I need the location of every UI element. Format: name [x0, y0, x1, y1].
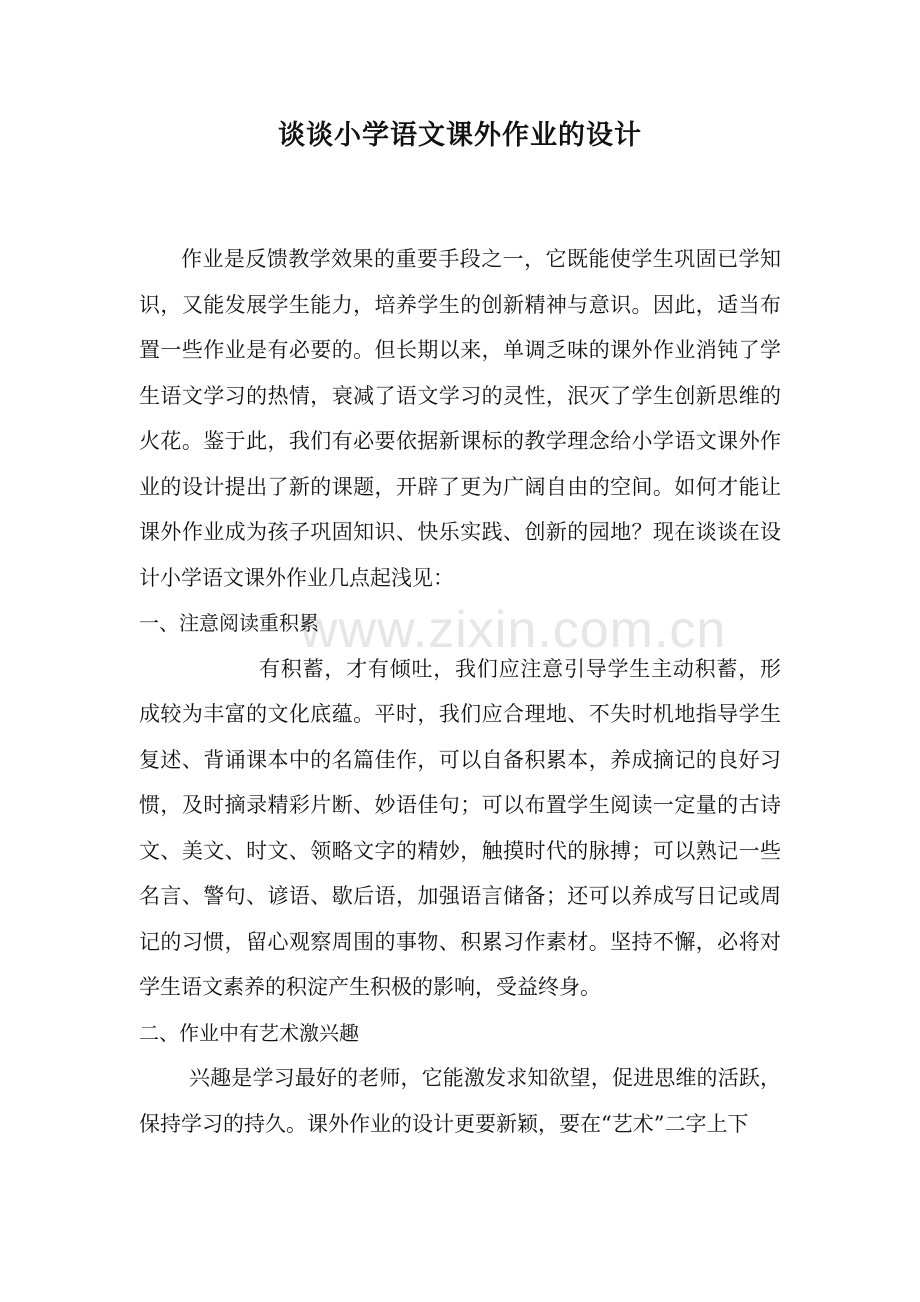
section-1-paragraph: 有积蓄，才有倾吐，我们应注意引导学生主动积蓄，形成较为丰富的文化底蕴。平时，我们应合理地、不失时机地指导学生复述、背诵课本中的名篇佳作，可以自备积累本，养成摘记的良好习惯，及时摘录精彩片断、妙语佳句；可以布置学生阅读一定量的古诗文、美文、时文、领略文字的精妙，触摸时代的脉搏；可以熟记一些名言、警句、谚语、歇后语，加强语言储备；还可以养成写日记或周记的习惯，留心观察周围的事物、积累习作素材。坚持不懈，必将对学生语文素养的积淀产生积极的影响，受益终身。 [139, 656, 781, 999]
section-heading-1: 一、注意阅读重积累 [139, 611, 319, 635]
section-heading-2: 二、作业中有艺术激兴趣 [139, 1020, 359, 1045]
intro-paragraph: 作业是反馈教学效果的重要手段之一，它既能使学生巩固已学知识，又能发展学生能力，培养学生的创新精神与意识。因此，适当布置一些作业是有必要的。但长期以来，单调乏味的课外作业消钝了学生语文学习的热情，衰减了语文学习的灵性，泯灭了学生创新思维的火花。鉴于此，我们有必要依据新课标的教学理念给小学语文课外作业的设计提出了新的课题，开辟了更为广阔自由的空间。如何才能让课外作业成为孩子巩固知识、快乐实践、创新的园地？现在谈谈在设计小学语文课外作业几点起浅见： [139, 247, 781, 590]
watermark: www.zixin.com.cn [300, 601, 727, 659]
document-title: 谈谈小学语文课外作业的设计 [278, 120, 642, 151]
section-2-paragraph: 兴趣是学习最好的老师，它能激发求知欲望，促进思维的活跃，保持学习的持久。课外作业的设计更要新颖，要在“艺术”二字上下 [139, 1066, 781, 1136]
document-body [139, 237, 781, 1147]
